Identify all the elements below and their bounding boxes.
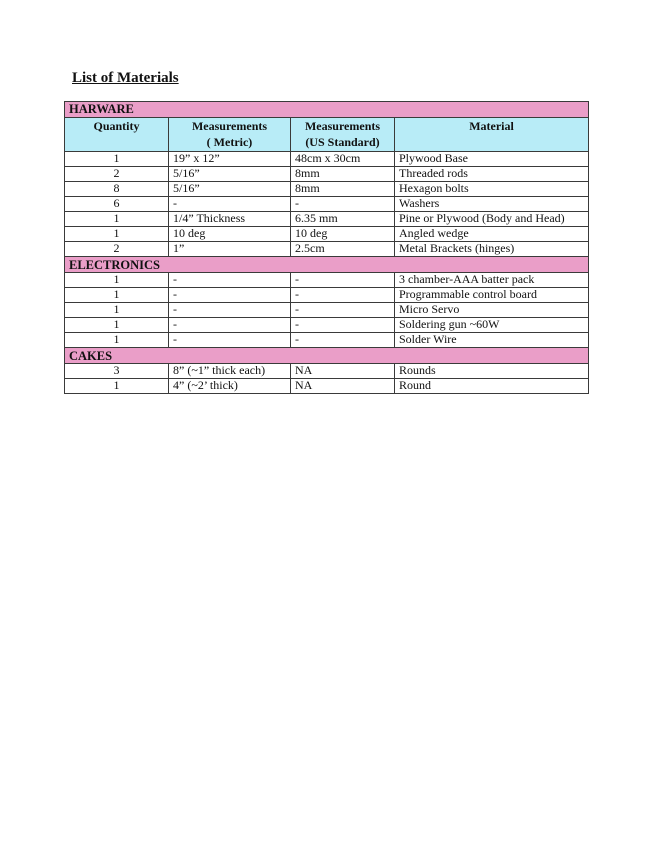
us-measurement-cell: - <box>291 318 395 333</box>
quantity-cell: 1 <box>65 227 169 242</box>
section-label: ELECTRONICS <box>65 257 589 273</box>
metric-measurement-cell: - <box>169 318 291 333</box>
material-cell: Washers <box>395 197 589 212</box>
material-cell: Metal Brackets (hinges) <box>395 242 589 257</box>
material-cell: 3 chamber-AAA batter pack <box>395 273 589 288</box>
metric-measurement-cell: - <box>169 273 291 288</box>
table-row <box>65 379 589 394</box>
metric-measurement-cell: - <box>169 333 291 348</box>
metric-measurement-cell: 19” x 12” <box>169 152 291 167</box>
metric-measurement-cell: 1/4” Thickness <box>169 212 291 227</box>
metric-measurement-cell: 1” <box>169 242 291 257</box>
column-header-us <box>291 118 395 152</box>
metric-measurement-cell: 10 deg <box>169 227 291 242</box>
us-measurement-cell: 8mm <box>291 182 395 197</box>
material-cell: Solder Wire <box>395 333 589 348</box>
quantity-cell: 6 <box>65 197 169 212</box>
metric-measurement-cell: 5/16” <box>169 182 291 197</box>
section-row-electronics <box>65 257 589 273</box>
us-measurement-cell: - <box>291 333 395 348</box>
quantity-cell: 1 <box>65 303 169 318</box>
material-cell: Threaded rods <box>395 167 589 182</box>
us-measurement-cell: 8mm <box>291 167 395 182</box>
column-header-row <box>65 118 589 152</box>
table-row <box>65 318 589 333</box>
material-cell: Plywood Base <box>395 152 589 167</box>
us-measurement-cell: - <box>291 273 395 288</box>
section-row-cakes <box>65 348 589 364</box>
quantity-cell: 1 <box>65 379 169 394</box>
column-header-metric-line1: Measurements <box>191 119 268 133</box>
quantity-cell: 1 <box>65 273 169 288</box>
table-row <box>65 242 589 257</box>
quantity-cell: 2 <box>65 167 169 182</box>
us-measurement-cell: NA <box>291 364 395 379</box>
section-row-hardware <box>65 102 589 118</box>
table-row <box>65 167 589 182</box>
column-header-material: Material <box>395 118 589 152</box>
table-row <box>65 152 589 167</box>
quantity-cell: 1 <box>65 152 169 167</box>
material-cell: Round <box>395 379 589 394</box>
material-cell: Pine or Plywood (Body and Head) <box>395 212 589 227</box>
material-cell: Micro Servo <box>395 303 589 318</box>
table-row <box>65 197 589 212</box>
table-row <box>65 182 589 197</box>
metric-measurement-cell: 5/16” <box>169 167 291 182</box>
quantity-cell: 8 <box>65 182 169 197</box>
us-measurement-cell: - <box>291 303 395 318</box>
quantity-cell: 1 <box>65 333 169 348</box>
section-label: CAKES <box>65 348 589 364</box>
column-header-us-line1: Measurements <box>304 119 381 133</box>
metric-measurement-cell: - <box>169 303 291 318</box>
quantity-cell: 1 <box>65 288 169 303</box>
metric-measurement-cell: 8” (~1” thick each) <box>169 364 291 379</box>
quantity-cell: 1 <box>65 318 169 333</box>
us-measurement-cell: 10 deg <box>291 227 395 242</box>
us-measurement-cell: - <box>291 288 395 303</box>
us-measurement-cell: NA <box>291 379 395 394</box>
table-row <box>65 303 589 318</box>
material-cell: Angled wedge <box>395 227 589 242</box>
quantity-cell: 2 <box>65 242 169 257</box>
table-row <box>65 364 589 379</box>
material-cell: Soldering gun ~60W <box>395 318 589 333</box>
material-cell: Rounds <box>395 364 589 379</box>
quantity-cell: 1 <box>65 212 169 227</box>
materials-table <box>64 101 589 394</box>
column-header-metric <box>169 118 291 152</box>
table-row <box>65 273 589 288</box>
column-header-quantity: Quantity <box>65 118 169 152</box>
metric-measurement-cell: 4” (~2’ thick) <box>169 379 291 394</box>
materials-table-body <box>65 102 589 394</box>
us-measurement-cell: 6.35 mm <box>291 212 395 227</box>
metric-measurement-cell: - <box>169 288 291 303</box>
material-cell: Hexagon bolts <box>395 182 589 197</box>
table-row <box>65 333 589 348</box>
quantity-cell: 3 <box>65 364 169 379</box>
column-header-us-line2: (US Standard) <box>305 134 380 149</box>
column-header-metric-line2: ( Metric) <box>206 134 253 149</box>
table-row <box>65 227 589 242</box>
metric-measurement-cell: - <box>169 197 291 212</box>
us-measurement-cell: - <box>291 197 395 212</box>
page-title: List of Materials <box>72 70 179 86</box>
table-row <box>65 288 589 303</box>
us-measurement-cell: 48cm x 30cm <box>291 152 395 167</box>
material-cell: Programmable control board <box>395 288 589 303</box>
table-row <box>65 212 589 227</box>
section-label: HARWARE <box>65 102 589 118</box>
us-measurement-cell: 2.5cm <box>291 242 395 257</box>
